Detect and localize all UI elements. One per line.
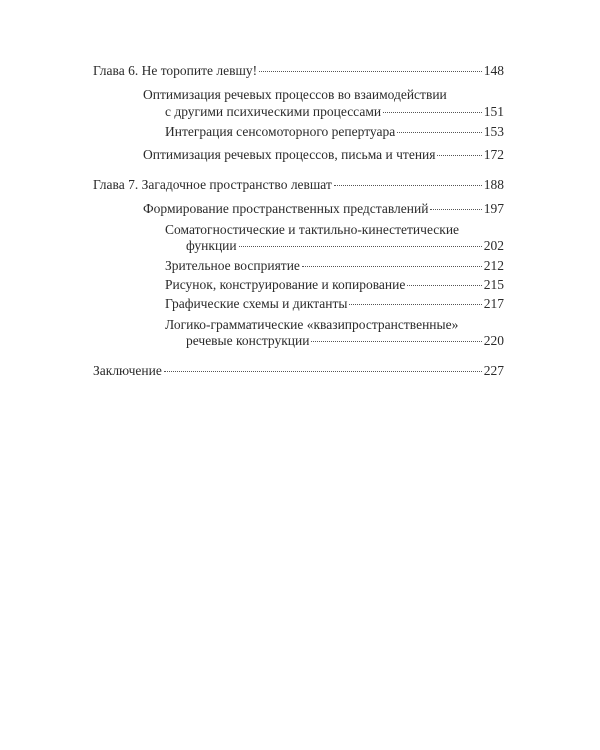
toc-leader — [334, 185, 482, 186]
toc-entry-title: функции — [186, 238, 237, 253]
toc-entry-ch7-s1a — [186, 238, 504, 254]
toc-page-number: 151 — [483, 104, 504, 119]
toc-leader — [239, 246, 482, 247]
toc-page-number: 153 — [483, 124, 504, 139]
toc-entry-title: Глава 6. Не торопите левшу! — [93, 63, 258, 78]
toc-entry-ch6-s1a — [165, 124, 504, 140]
toc-leader — [437, 155, 481, 156]
toc-entry-title: Заключение — [93, 363, 162, 378]
toc-entry-conclusion — [93, 363, 504, 379]
toc-entry-ch7-s1d — [165, 296, 504, 312]
toc-entry-ch7 — [93, 177, 504, 193]
toc-entry-ch7-s1b — [165, 258, 504, 274]
toc-leader — [383, 112, 482, 113]
toc-entry-ch6-s2 — [143, 147, 504, 163]
toc-entry-ch6-s1-line1: Оптимизация речевых процессов во взаимодействии — [143, 87, 447, 102]
toc-entry-title: Оптимизация речевых процессов, письма и чтения — [143, 147, 436, 162]
toc-entry-ch6 — [93, 63, 504, 79]
toc-leader — [311, 341, 481, 342]
toc-leader — [397, 132, 482, 133]
toc-page-number: 172 — [483, 147, 504, 162]
toc-page-number: 212 — [483, 258, 504, 273]
toc-leader — [349, 304, 481, 305]
toc-entry-title: Зрительное восприятие — [165, 258, 300, 273]
toc-entry-title: Формирование пространственных представлений — [143, 201, 429, 216]
toc-entry-title: Интеграция сенсомоторного репертуара — [165, 124, 396, 139]
toc-entry-ch7-s1e-line1: Логико-грамматические «квазипространственные» — [165, 317, 459, 332]
toc-leader — [302, 266, 482, 267]
toc-entry-title: речевые конструкции — [186, 333, 310, 348]
toc-leader — [259, 71, 482, 72]
toc-entry-ch7-s1a-line1: Соматогностические и тактильно-кинестетические — [165, 222, 460, 237]
toc-leader — [430, 209, 481, 210]
toc-leader — [407, 285, 481, 286]
toc-leader — [164, 371, 482, 372]
toc-page-number: 148 — [483, 63, 504, 78]
toc-page-number: 227 — [483, 363, 504, 378]
toc-entry-ch7-s1 — [143, 201, 504, 217]
toc-entry-ch7-s1e — [186, 333, 504, 349]
toc-entry-title: Рисунок, конструирование и копирование — [165, 277, 406, 292]
toc-entry-ch6-s1 — [165, 104, 504, 120]
toc-entry-title: Графические схемы и диктанты — [165, 296, 348, 311]
toc-page-number: 202 — [483, 238, 504, 253]
toc-page-number: 217 — [483, 296, 504, 311]
toc-page-number: 188 — [483, 177, 504, 192]
toc-page-number: 197 — [483, 201, 504, 216]
toc-page-number: 220 — [483, 333, 504, 348]
toc-page-number: 215 — [483, 277, 504, 292]
toc-entry-title: Глава 7. Загадочное пространство левшат — [93, 177, 332, 192]
toc-entry-title: с другими психическими процессами — [165, 104, 382, 119]
toc-entry-ch7-s1c — [165, 277, 504, 293]
